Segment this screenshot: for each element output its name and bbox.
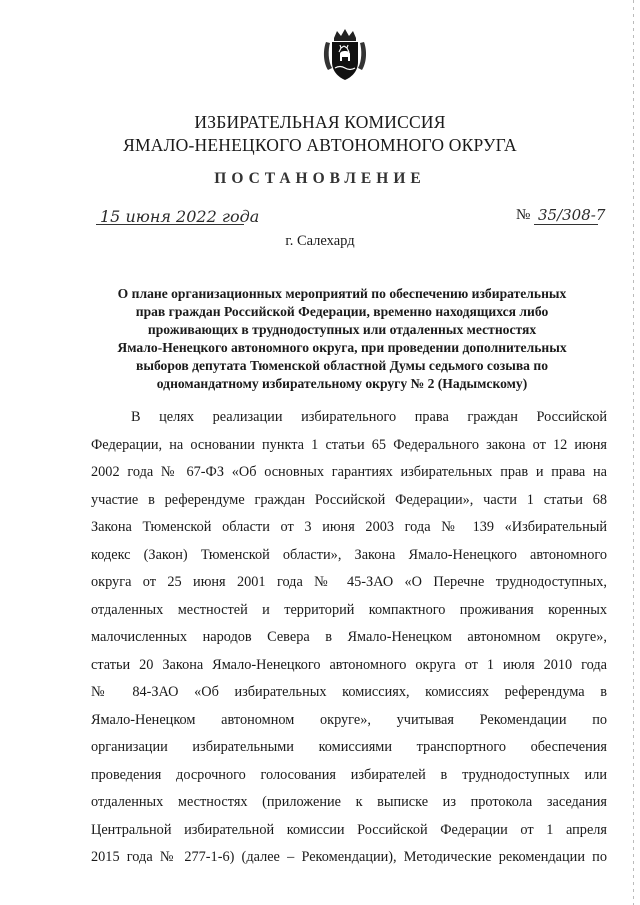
organization-name-line2: ЯМАЛО-НЕНЕЦКОГО АВТОНОМНОГО ОКРУГА [123, 135, 517, 155]
body-line: Федерации, на основании пункта 1 статьи 65 Федерального закона от 12 июня [91, 436, 607, 453]
body-line: участие в референдуме граждан Российской Федерации», части 1 статьи 68 [91, 491, 607, 508]
body-line: 2002 года № 67-ФЗ «Об основных гарантиях избирательных прав и права на [91, 464, 607, 480]
number-underline [534, 224, 598, 225]
body-line: Закона Тюменской области от 3 июня 2003 года № 139 «Избирательный [91, 519, 607, 535]
title-line: Ямало-Ненецкого автономного округа, при проведении дополнительных [117, 340, 567, 355]
document-number: 35/308-7 [538, 206, 606, 224]
document-title [82, 285, 602, 393]
body-line: отдаленных местностях (приложение к выписке из протокола заседания [91, 794, 607, 810]
body-line: № 84-ЗАО «Об избирательных комиссиях, комиссиях референдума в [91, 684, 607, 700]
document-date: 15 июня 2022 года [100, 207, 260, 226]
title-line: выборов депутата Тюменской областной Думы седьмого созыва по [135, 358, 549, 373]
document-body [91, 404, 607, 872]
body-line: В целях реализации избирательного права граждан Российской [131, 409, 607, 425]
body-line: 2015 года № 277-1-6) (далее – Рекомендации), Методические рекомендации по [91, 849, 607, 865]
title-line: одномандатному избирательному округу № 2 (Надымскому) [156, 376, 528, 391]
body-line: малочисленных народов Севера в Ямало-Ненецком автономном округе», [91, 629, 607, 645]
body-line: организации избирательными комиссиями транспортного обеспечения [91, 739, 607, 755]
body-line: Ямало-Ненецком автономном округе», учитывая Рекомендации по [91, 711, 607, 728]
document-city: г. Салехард [285, 233, 355, 249]
body-line: кодекс (Закон) Тюменской области», Закона Ямало-Ненецкого автономного [91, 546, 607, 563]
body-line: статьи 20 Закона Ямало-Ненецкого автономного округа от 1 июля 2010 года [91, 656, 607, 673]
body-line: Центральной избирательной комиссии Российской Федерации от 1 апреля [91, 821, 607, 838]
body-line: проведения досрочного голосования избирателей в труднодоступных или [91, 766, 607, 783]
body-line: округа от 25 июня 2001 года № 45-ЗАО «О Перечне труднодоступных, [91, 574, 607, 590]
title-line: О плане организационных мероприятий по обеспечению избирательных [117, 286, 567, 301]
document-number-label: № [516, 207, 531, 223]
organization-name-line1: ИЗБИРАТЕЛЬНАЯ КОМИССИЯ [194, 112, 446, 132]
title-line: проживающих в труднодоступных или отдаленных местностях [147, 322, 537, 337]
title-line: прав граждан Российской Федерации, временно находящихся либо [135, 304, 549, 319]
scan-edge-mark [633, 0, 634, 905]
coat-of-arms-emblem-icon [322, 28, 368, 82]
document-type: ПОСТАНОВЛЕНИЕ [214, 170, 426, 187]
body-line: отдаленных местностей и территорий компактного проживания коренных [91, 601, 607, 618]
date-underline [96, 224, 244, 225]
